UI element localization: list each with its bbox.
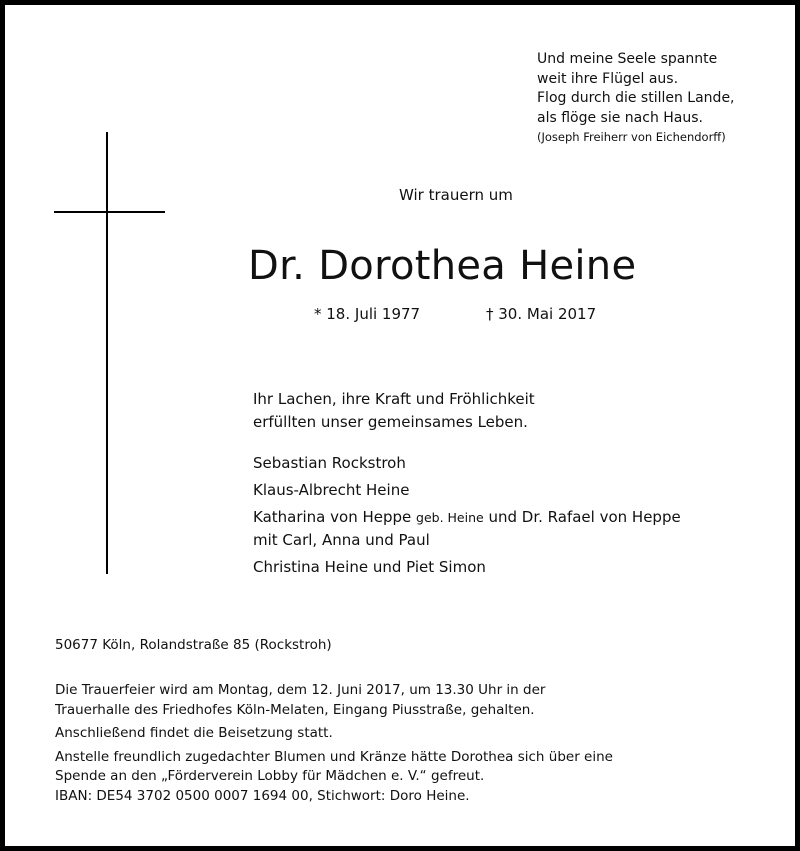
funeral-notice bbox=[55, 681, 613, 806]
poem-line: Und meine Seele spannte bbox=[537, 51, 718, 67]
poem-quote bbox=[537, 50, 735, 147]
poem-author: (Joseph Freiherr von Eichendorff) bbox=[537, 130, 726, 144]
mourner-name: Christina Heine und Piet Simon bbox=[253, 558, 486, 576]
mourner-children: mit Carl, Anna und Paul bbox=[253, 531, 430, 549]
tribute-line: erfüllten unser gemeinsames Leben. bbox=[253, 413, 528, 431]
cross-icon-vertical bbox=[106, 132, 108, 574]
mourner-name: und Dr. Rafael von Heppe bbox=[483, 508, 681, 526]
tribute-text bbox=[253, 388, 535, 434]
notice-line: Die Trauerfeier wird am Montag, dem 12. Juni 2017, um 13.30 Uhr in der bbox=[55, 682, 546, 698]
birth-date: * 18. Juli 1977 bbox=[314, 305, 421, 323]
intro-text: Wir trauern um bbox=[399, 186, 513, 204]
notice-line: Trauerhalle des Friedhofes Köln-Melaten, Eingang Piusstraße, gehalten. bbox=[55, 701, 535, 718]
poem-line: weit ihre Flügel aus. bbox=[537, 70, 679, 87]
deceased-name: Dr. Dorothea Heine bbox=[248, 243, 637, 289]
notice-line: IBAN: DE54 3702 0500 0007 1694 00, Stichwort: Doro Heine. bbox=[55, 787, 470, 804]
mourner-name: Sebastian Rockstroh bbox=[253, 454, 406, 472]
notice-line: Spende an den „Förderverein Lobby für Mädchen e. V.“ gefreut. bbox=[55, 768, 485, 784]
family-address: 50677 Köln, Rolandstraße 85 (Rockstroh) bbox=[55, 637, 332, 653]
notice-line: Anschließend findet die Beisetzung statt. bbox=[55, 725, 333, 741]
poem-line: Flog durch die stillen Lande, bbox=[537, 90, 735, 106]
mourners-list bbox=[253, 452, 681, 579]
notice-line: Anstelle freundlich zugedachter Blumen und Kränze hätte Dorothea sich über eine bbox=[55, 748, 613, 765]
death-date: † 30. Mai 2017 bbox=[486, 305, 597, 323]
maiden-name: geb. Heine bbox=[416, 510, 484, 525]
tribute-line: Ihr Lachen, ihre Kraft und Fröhlichkeit bbox=[253, 390, 535, 408]
mourner-family bbox=[253, 506, 681, 552]
cross-icon-horizontal bbox=[54, 211, 165, 213]
poem-line: als flöge sie nach Haus. bbox=[537, 109, 703, 126]
mourner-name: Klaus-Albrecht Heine bbox=[253, 481, 410, 499]
mourner-name: Katharina von Heppe bbox=[253, 508, 417, 526]
